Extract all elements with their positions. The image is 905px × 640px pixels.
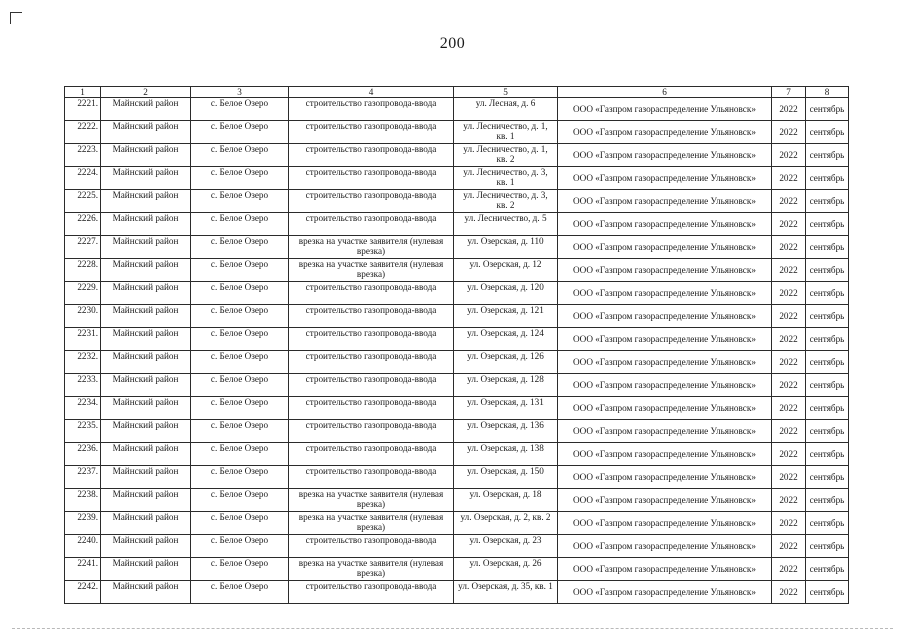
- village-cell: с. Белое Озеро: [191, 397, 289, 420]
- address-cell: ул. Озерская, д. 110: [454, 236, 558, 259]
- address-cell: ул. Озерская, д. 136: [454, 420, 558, 443]
- district-cell: Майнский район: [101, 328, 191, 351]
- month-cell: сентябрь: [806, 236, 849, 259]
- district-cell: Майнский район: [101, 420, 191, 443]
- address-cell: ул. Озерская, д. 131: [454, 397, 558, 420]
- work-type-cell: строительство газопровода-ввода: [289, 282, 454, 305]
- year-cell: 2022: [772, 259, 806, 282]
- year-cell: 2022: [772, 282, 806, 305]
- month-cell: сентябрь: [806, 259, 849, 282]
- table-row: [65, 466, 849, 489]
- year-cell: 2022: [772, 374, 806, 397]
- address-cell: ул. Озерская, д. 128: [454, 374, 558, 397]
- month-cell: сентябрь: [806, 328, 849, 351]
- column-number: 6: [558, 87, 772, 98]
- month-cell: сентябрь: [806, 374, 849, 397]
- year-cell: 2022: [772, 98, 806, 121]
- year-cell: 2022: [772, 512, 806, 535]
- row-number-cell: 2230.: [65, 305, 101, 328]
- organization-cell: ООО «Газпром газораспределение Ульяновск»: [558, 512, 772, 535]
- gas-connection-schedule-table: [64, 86, 849, 604]
- organization-cell: ООО «Газпром газораспределение Ульяновск»: [558, 443, 772, 466]
- village-cell: с. Белое Озеро: [191, 420, 289, 443]
- work-type-cell: строительство газопровода-ввода: [289, 397, 454, 420]
- district-cell: Майнский район: [101, 443, 191, 466]
- column-number-row: [65, 87, 849, 98]
- year-cell: 2022: [772, 144, 806, 167]
- district-cell: Майнский район: [101, 558, 191, 581]
- organization-cell: ООО «Газпром газораспределение Ульяновск»: [558, 420, 772, 443]
- year-cell: 2022: [772, 466, 806, 489]
- organization-cell: ООО «Газпром газораспределение Ульяновск»: [558, 558, 772, 581]
- village-cell: с. Белое Озеро: [191, 98, 289, 121]
- village-cell: с. Белое Озеро: [191, 144, 289, 167]
- row-number-cell: 2225.: [65, 190, 101, 213]
- work-type-cell: врезка на участке заявителя (нулевая врезка): [289, 512, 454, 535]
- district-cell: Майнский район: [101, 259, 191, 282]
- organization-cell: ООО «Газпром газораспределение Ульяновск»: [558, 144, 772, 167]
- organization-cell: ООО «Газпром газораспределение Ульяновск»: [558, 98, 772, 121]
- address-cell: ул. Озерская, д. 126: [454, 351, 558, 374]
- village-cell: с. Белое Озеро: [191, 512, 289, 535]
- row-number-cell: 2229.: [65, 282, 101, 305]
- village-cell: с. Белое Озеро: [191, 121, 289, 144]
- work-type-cell: строительство газопровода-ввода: [289, 121, 454, 144]
- table-row: [65, 328, 849, 351]
- month-cell: сентябрь: [806, 213, 849, 236]
- organization-cell: ООО «Газпром газораспределение Ульяновск»: [558, 374, 772, 397]
- column-number: 8: [806, 87, 849, 98]
- village-cell: с. Белое Озеро: [191, 351, 289, 374]
- table-row: [65, 213, 849, 236]
- table-row: [65, 144, 849, 167]
- row-number-cell: 2239.: [65, 512, 101, 535]
- work-type-cell: строительство газопровода-ввода: [289, 305, 454, 328]
- row-number-cell: 2238.: [65, 489, 101, 512]
- organization-cell: ООО «Газпром газораспределение Ульяновск»: [558, 121, 772, 144]
- work-type-cell: врезка на участке заявителя (нулевая врезка): [289, 236, 454, 259]
- table-row: [65, 98, 849, 121]
- work-type-cell: врезка на участке заявителя (нулевая врезка): [289, 259, 454, 282]
- table-row: [65, 489, 849, 512]
- table-row: [65, 259, 849, 282]
- organization-cell: ООО «Газпром газораспределение Ульяновск»: [558, 581, 772, 604]
- month-cell: сентябрь: [806, 397, 849, 420]
- village-cell: с. Белое Озеро: [191, 443, 289, 466]
- row-number-cell: 2227.: [65, 236, 101, 259]
- organization-cell: ООО «Газпром газораспределение Ульяновск»: [558, 305, 772, 328]
- table-row: [65, 121, 849, 144]
- district-cell: Майнский район: [101, 305, 191, 328]
- address-cell: ул. Озерская, д. 35, кв. 1: [454, 581, 558, 604]
- work-type-cell: строительство газопровода-ввода: [289, 213, 454, 236]
- month-cell: сентябрь: [806, 98, 849, 121]
- table-row: [65, 397, 849, 420]
- organization-cell: ООО «Газпром газораспределение Ульяновск»: [558, 489, 772, 512]
- work-type-cell: строительство газопровода-ввода: [289, 98, 454, 121]
- address-cell: ул. Озерская, д. 26: [454, 558, 558, 581]
- year-cell: 2022: [772, 305, 806, 328]
- village-cell: с. Белое Озеро: [191, 167, 289, 190]
- work-type-cell: строительство газопровода-ввода: [289, 144, 454, 167]
- village-cell: с. Белое Озеро: [191, 259, 289, 282]
- address-cell: ул. Озерская, д. 18: [454, 489, 558, 512]
- month-cell: сентябрь: [806, 305, 849, 328]
- month-cell: сентябрь: [806, 282, 849, 305]
- organization-cell: ООО «Газпром газораспределение Ульяновск»: [558, 328, 772, 351]
- row-number-cell: 2234.: [65, 397, 101, 420]
- district-cell: Майнский район: [101, 167, 191, 190]
- table-row: [65, 190, 849, 213]
- table-row: [65, 374, 849, 397]
- column-number: 1: [65, 87, 101, 98]
- village-cell: с. Белое Озеро: [191, 328, 289, 351]
- work-type-cell: строительство газопровода-ввода: [289, 420, 454, 443]
- address-cell: ул. Лесничество, д. 1, кв. 1: [454, 121, 558, 144]
- year-cell: 2022: [772, 328, 806, 351]
- column-number: 2: [101, 87, 191, 98]
- row-number-cell: 2236.: [65, 443, 101, 466]
- organization-cell: ООО «Газпром газораспределение Ульяновск»: [558, 259, 772, 282]
- row-number-cell: 2228.: [65, 259, 101, 282]
- row-number-cell: 2224.: [65, 167, 101, 190]
- district-cell: Майнский район: [101, 535, 191, 558]
- district-cell: Майнский район: [101, 144, 191, 167]
- village-cell: с. Белое Озеро: [191, 190, 289, 213]
- row-number-cell: 2235.: [65, 420, 101, 443]
- village-cell: с. Белое Озеро: [191, 236, 289, 259]
- table-row: [65, 167, 849, 190]
- month-cell: сентябрь: [806, 489, 849, 512]
- table-row: [65, 581, 849, 604]
- row-number-cell: 2231.: [65, 328, 101, 351]
- village-cell: с. Белое Озеро: [191, 558, 289, 581]
- column-number: 3: [191, 87, 289, 98]
- village-cell: с. Белое Озеро: [191, 305, 289, 328]
- work-type-cell: строительство газопровода-ввода: [289, 581, 454, 604]
- village-cell: с. Белое Озеро: [191, 374, 289, 397]
- district-cell: Майнский район: [101, 397, 191, 420]
- address-cell: ул. Озерская, д. 121: [454, 305, 558, 328]
- organization-cell: ООО «Газпром газораспределение Ульяновск»: [558, 213, 772, 236]
- address-cell: ул. Озерская, д. 120: [454, 282, 558, 305]
- year-cell: 2022: [772, 581, 806, 604]
- organization-cell: ООО «Газпром газораспределение Ульяновск»: [558, 282, 772, 305]
- work-type-cell: строительство газопровода-ввода: [289, 443, 454, 466]
- month-cell: сентябрь: [806, 558, 849, 581]
- district-cell: Майнский район: [101, 581, 191, 604]
- organization-cell: ООО «Газпром газораспределение Ульяновск»: [558, 351, 772, 374]
- month-cell: сентябрь: [806, 466, 849, 489]
- year-cell: 2022: [772, 190, 806, 213]
- address-cell: ул. Озерская, д. 12: [454, 259, 558, 282]
- table-row: [65, 420, 849, 443]
- address-cell: ул. Озерская, д. 2, кв. 2: [454, 512, 558, 535]
- row-number-cell: 2241.: [65, 558, 101, 581]
- village-cell: с. Белое Озеро: [191, 535, 289, 558]
- address-cell: ул. Озерская, д. 150: [454, 466, 558, 489]
- district-cell: Майнский район: [101, 466, 191, 489]
- table-row: [65, 282, 849, 305]
- table-row: [65, 535, 849, 558]
- row-number-cell: 2223.: [65, 144, 101, 167]
- month-cell: сентябрь: [806, 121, 849, 144]
- year-cell: 2022: [772, 236, 806, 259]
- district-cell: Майнский район: [101, 512, 191, 535]
- row-number-cell: 2226.: [65, 213, 101, 236]
- year-cell: 2022: [772, 167, 806, 190]
- work-type-cell: строительство газопровода-ввода: [289, 374, 454, 397]
- year-cell: 2022: [772, 213, 806, 236]
- year-cell: 2022: [772, 420, 806, 443]
- district-cell: Майнский район: [101, 374, 191, 397]
- village-cell: с. Белое Озеро: [191, 213, 289, 236]
- row-number-cell: 2240.: [65, 535, 101, 558]
- address-cell: ул. Лесничество, д. 1, кв. 2: [454, 144, 558, 167]
- work-type-cell: строительство газопровода-ввода: [289, 328, 454, 351]
- year-cell: 2022: [772, 397, 806, 420]
- district-cell: Майнский район: [101, 190, 191, 213]
- village-cell: с. Белое Озеро: [191, 489, 289, 512]
- work-type-cell: строительство газопровода-ввода: [289, 167, 454, 190]
- address-cell: ул. Лесничество, д. 5: [454, 213, 558, 236]
- organization-cell: ООО «Газпром газораспределение Ульяновск»: [558, 190, 772, 213]
- organization-cell: ООО «Газпром газораспределение Ульяновск»: [558, 236, 772, 259]
- row-number-cell: 2222.: [65, 121, 101, 144]
- month-cell: сентябрь: [806, 420, 849, 443]
- organization-cell: ООО «Газпром газораспределение Ульяновск»: [558, 535, 772, 558]
- page-number: 200: [439, 35, 466, 52]
- table-row: [65, 236, 849, 259]
- year-cell: 2022: [772, 351, 806, 374]
- row-number-cell: 2233.: [65, 374, 101, 397]
- month-cell: сентябрь: [806, 351, 849, 374]
- district-cell: Майнский район: [101, 282, 191, 305]
- table-row: [65, 305, 849, 328]
- month-cell: сентябрь: [806, 512, 849, 535]
- table-row: [65, 558, 849, 581]
- column-number: 4: [289, 87, 454, 98]
- work-type-cell: врезка на участке заявителя (нулевая врезка): [289, 489, 454, 512]
- year-cell: 2022: [772, 443, 806, 466]
- work-type-cell: врезка на участке заявителя (нулевая врезка): [289, 558, 454, 581]
- row-number-cell: 2242.: [65, 581, 101, 604]
- month-cell: сентябрь: [806, 144, 849, 167]
- district-cell: Майнский район: [101, 98, 191, 121]
- column-number: 7: [772, 87, 806, 98]
- organization-cell: ООО «Газпром газораспределение Ульяновск»: [558, 167, 772, 190]
- month-cell: сентябрь: [806, 535, 849, 558]
- district-cell: Майнский район: [101, 351, 191, 374]
- organization-cell: ООО «Газпром газораспределение Ульяновск»: [558, 397, 772, 420]
- year-cell: 2022: [772, 535, 806, 558]
- work-type-cell: строительство газопровода-ввода: [289, 190, 454, 213]
- address-cell: ул. Лесничество, д. 3, кв. 1: [454, 167, 558, 190]
- month-cell: сентябрь: [806, 443, 849, 466]
- work-type-cell: строительство газопровода-ввода: [289, 466, 454, 489]
- district-cell: Майнский район: [101, 121, 191, 144]
- month-cell: сентябрь: [806, 190, 849, 213]
- address-cell: ул. Озерская, д. 138: [454, 443, 558, 466]
- organization-cell: ООО «Газпром газораспределение Ульяновск»: [558, 466, 772, 489]
- district-cell: Майнский район: [101, 489, 191, 512]
- row-number-cell: 2237.: [65, 466, 101, 489]
- work-type-cell: строительство газопровода-ввода: [289, 351, 454, 374]
- address-cell: ул. Озерская, д. 124: [454, 328, 558, 351]
- row-number-cell: 2232.: [65, 351, 101, 374]
- address-cell: ул. Лесная, д. 6: [454, 98, 558, 121]
- address-cell: ул. Лесничество, д. 3, кв. 2: [454, 190, 558, 213]
- table-row: [65, 443, 849, 466]
- village-cell: с. Белое Озеро: [191, 282, 289, 305]
- table-row: [65, 512, 849, 535]
- work-type-cell: строительство газопровода-ввода: [289, 535, 454, 558]
- column-number: 5: [454, 87, 558, 98]
- year-cell: 2022: [772, 489, 806, 512]
- year-cell: 2022: [772, 121, 806, 144]
- table-row: [65, 351, 849, 374]
- month-cell: сентябрь: [806, 581, 849, 604]
- year-cell: 2022: [772, 558, 806, 581]
- district-cell: Майнский район: [101, 213, 191, 236]
- month-cell: сентябрь: [806, 167, 849, 190]
- row-number-cell: 2221.: [65, 98, 101, 121]
- district-cell: Майнский район: [101, 236, 191, 259]
- village-cell: с. Белое Озеро: [191, 581, 289, 604]
- village-cell: с. Белое Озеро: [191, 466, 289, 489]
- address-cell: ул. Озерская, д. 23: [454, 535, 558, 558]
- scan-edge-line: [12, 628, 893, 629]
